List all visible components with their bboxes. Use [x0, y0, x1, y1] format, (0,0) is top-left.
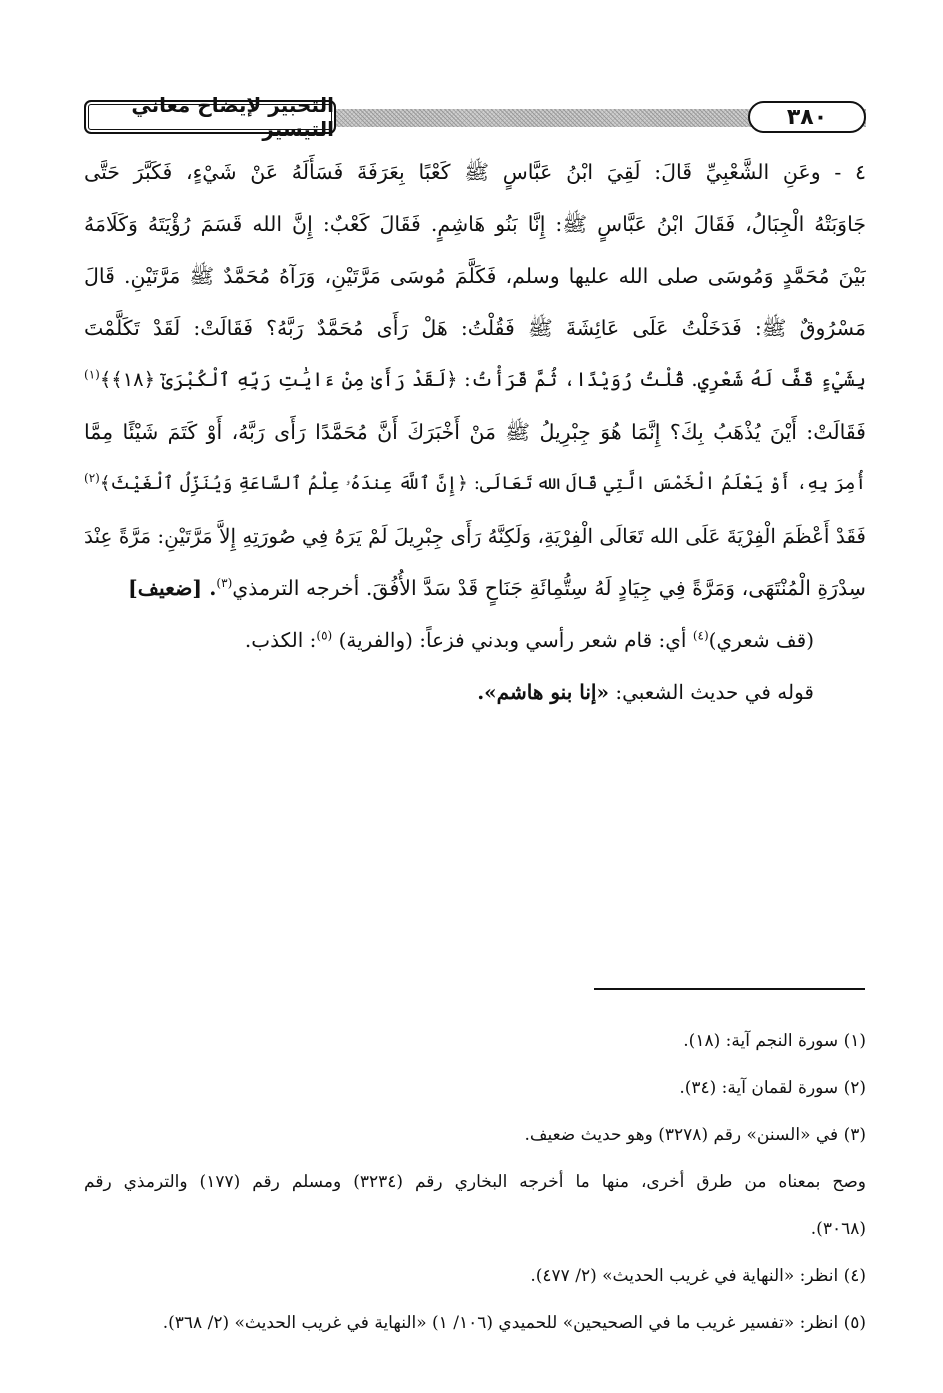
hadith-grade: . [ضعيف]	[128, 576, 217, 600]
footnote-3: (٣) في «السنن» رقم (٣٢٧٨) وهو حديث ضعيف.	[524, 1125, 866, 1145]
text-line-7-body: أُمِرَ بِهِ، أَوْ يَعْلَمُ الْخَمْسَ الَّتِي قَالَ الله تَعَالَى: ﴿إِنَّ ٱللَّهَ عِندَهُۥ عِلْمُ ٱلسَّاعَةِ وَيُنَزِّلُ ٱلْغَيْثَ﴾	[99, 473, 866, 494]
text-line-7	[84, 458, 866, 510]
footnote-ref-1: (١)	[84, 367, 100, 382]
footnote-2: (٢) سورة لقمان آية: (٣٤).	[679, 1078, 866, 1098]
footnote-ref-3: (٣)	[216, 576, 233, 591]
book-title: التحبير لإيضاح معاني التيسير	[84, 100, 336, 134]
explanation-end: : الكذب.	[244, 628, 317, 652]
footnote-ref-4: (٤)	[692, 628, 709, 643]
explanation-body: أي: قام شعر رأسي وبدني فزعاً: (والفرية)	[338, 628, 687, 652]
footnote-3-continued-end: (٣٠٦٨).	[810, 1219, 866, 1239]
footnotes	[84, 1018, 866, 1347]
footnote-5: (٥) انظر: «تفسير غريب ما في الصحيحين» للحميدي (١٠٦/ ١) «النهاية في غريب الحديث» (٢/ ٣٦٨).	[162, 1313, 866, 1333]
explanation-line-1	[84, 614, 866, 666]
text-line-9-body: سِدْرَةِ الْمُنْتَهَى، وَمَرَّةً فِي جِيَادٍ لَهُ سِتُّمِائَةِ جَنَاحٍ قَدْ سَدَّ الأُفُقَ. أخرجه الترمذي	[232, 576, 866, 600]
footnote-4: (٤) انظر: «النهاية في غريب الحديث» (٢/ ٤٧٧).	[530, 1266, 866, 1286]
explanation-line-2	[84, 666, 866, 718]
text-line-8: فَقَدْ أَعْظَمَ الْفِرْيَةَ عَلَى الله تَعَالَى الْفِرْيَةِ، وَلَكِنَّهُ رَأَى جِبْرِيلَ لَمْ يَرَهُ فِي صُورَتِهِ إِلاَّ مَرَّتَيْنِ: مَرَّةً عِنْدَ	[84, 524, 866, 548]
explanation-intro: قوله في حديث الشعبي:	[608, 680, 814, 704]
text-line-5	[84, 354, 866, 406]
quran-verse-line: بِشَيْءٍ قَفَّ لَهُ شَعْرِي. قُلْتُ رُوَيْدًا، ثُمَّ قَرَأْتُ: ﴿لَقَدْ رَأَىٰ مِنْ ءَايَٰتِ رَبِّهِ ٱلْكُبْرَىٰٓ ﴿١٨﴾﴾	[99, 368, 866, 391]
page-number: ٣٨٠	[748, 101, 866, 133]
text-line-4: مَسْرُوقٌ ﷺ: فَدَخَلْتُ عَلَى عَائِشَةَ ﷺ فَقُلْتُ: هَلْ رَأَى مُحَمَّدٌ رَبَّهُ؟ فَقَالَتْ: لَقَدْ تَكَلَّمْتَ	[84, 316, 866, 340]
footnote-ref-5: (٥)	[316, 628, 333, 643]
text-line-9	[84, 562, 866, 614]
text-line-1: ٤ - وعَنِ الشَّعْبِيِّ قَالَ: لَقِيَ ابْنُ عَبَّاسٍ ﷺ كَعْبًا بِعَرَفَةَ فَسَأَلَهُ عَنْ شَيْءٍ، فَكَبَّرَ حَتَّى	[84, 160, 866, 184]
text-line-2: جَاوَبَتْهُ الْجِبَالُ، فَقَالَ ابْنُ عَبَّاسٍ ﷺ: إِنَّا بَنُو هَاشِمٍ. فَقَالَ كَعْبٌ: إِنَّ الله قَسَمَ رُؤْيَتَهُ وَكَلَامَهُ	[84, 212, 866, 236]
main-text	[84, 146, 866, 718]
footnote-divider	[594, 988, 865, 990]
footnote-ref-2: (٢)	[84, 471, 100, 485]
footnote-1: (١) سورة النجم آية: (١٨).	[683, 1031, 866, 1051]
text-line-6: فَقَالَتْ: أَيْنَ يُذْهَبُ بِكَ؟ إِنَّمَا هُوَ جِبْرِيلُ ﷺ مَنْ أَخْبَرَكَ أَنَّ مُحَمَّدًا رَأَى رَبَّهُ، أَوْ كَتَمَ شَيْئًا مِمَّا	[84, 420, 866, 444]
text-line-3: بَيْنَ مُحَمَّدٍ وَمُوسَى صلى الله عليها وسلم، فَكَلَّمَ مُوسَى مَرَّتَيْنِ، وَرَآهُ مُحَمَّدٌ ﷺ مَرَّتَيْنِ. قَالَ	[84, 264, 866, 288]
footnote-3-continued: وصح بمعناه من طرق أخرى، منها ما أخرجه البخاري رقم (٣٢٣٤) ومسلم رقم (١٧٧) والترمذي رقم	[84, 1172, 866, 1192]
page-header	[84, 93, 866, 141]
explanation-quote: «إنا بنو هاشم».	[477, 680, 609, 704]
explanation-term: (قف شعري)	[708, 628, 814, 652]
